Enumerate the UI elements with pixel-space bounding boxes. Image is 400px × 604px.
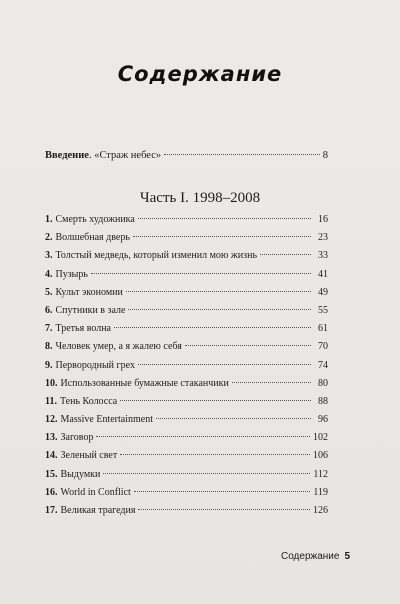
chapter-page: 74 — [318, 359, 328, 371]
toc-entry — [45, 432, 328, 450]
chapter-title: Смерть художника — [55, 214, 135, 225]
toc-entry — [45, 287, 328, 305]
chapter-number: 13. — [45, 432, 58, 444]
toc-entry — [45, 360, 328, 378]
chapter-title: Спутники в зале — [55, 304, 126, 316]
chapter-number: 10. — [45, 377, 58, 389]
intro-label: Введение — [45, 150, 89, 161]
chapter-page: 88 — [318, 395, 328, 407]
chapter-title: Толстый медведь, который изменил мою жизнь — [55, 250, 258, 262]
chapter-number: 14. — [45, 450, 58, 462]
chapter-number: 6. — [45, 304, 53, 316]
dot-leader — [138, 218, 311, 219]
chapter-title: Пузырь — [55, 268, 88, 280]
dot-leader — [120, 400, 311, 401]
footer-label: Содержание — [280, 551, 340, 562]
dot-leader — [126, 291, 311, 292]
toc-entry — [45, 305, 328, 323]
page-number: 5 — [344, 551, 350, 562]
chapter-title: Зеленый свет — [60, 450, 118, 462]
chapter-title: World in Conflict — [60, 486, 131, 498]
chapter-title: Волшебная дверь — [55, 232, 130, 244]
chapter-title: Человек умер, а я жалею себя — [55, 341, 182, 353]
toc-entry — [45, 269, 328, 287]
toc-entry — [45, 414, 328, 432]
intro-entry — [45, 150, 328, 161]
chapter-title: Massive Entertainment — [60, 414, 153, 426]
chapter-number: 8. — [45, 341, 53, 353]
chapter-number: 3. — [45, 250, 53, 262]
dot-leader — [138, 509, 310, 510]
dot-leader — [138, 364, 311, 365]
dot-leader — [114, 327, 311, 328]
dot-leader — [260, 254, 311, 255]
chapter-number: 15. — [45, 468, 58, 480]
chapter-page: 119 — [313, 486, 328, 498]
chapter-number: 17. — [45, 505, 58, 516]
chapter-title: Тень Колосса — [59, 395, 118, 407]
dot-leader — [164, 154, 320, 155]
page-title: Содержание — [117, 62, 283, 86]
chapter-page: 102 — [313, 432, 328, 444]
chapter-list — [45, 214, 328, 523]
chapter-title: Культ экономии — [55, 286, 123, 298]
chapter-title: Третья волна — [55, 323, 111, 335]
toc-entry — [45, 323, 328, 341]
dot-leader — [232, 382, 311, 383]
chapter-title: Первородный грех — [55, 359, 135, 371]
chapter-title: Выдумки — [60, 468, 101, 480]
chapter-page: 61 — [318, 323, 328, 335]
dot-leader — [185, 345, 311, 346]
part-heading: Часть I. 1998–2008 — [139, 190, 261, 206]
dot-leader — [134, 491, 311, 492]
chapter-title: Великая трагедия — [60, 505, 136, 516]
chapter-number: 12. — [45, 414, 58, 426]
chapter-number: 4. — [45, 268, 53, 280]
intro-page: 8 — [322, 150, 328, 161]
chapter-number: 7. — [45, 323, 53, 335]
toc-entry — [45, 396, 328, 414]
chapter-number: 9. — [45, 359, 53, 371]
intro-title: . «Страж небес» — [88, 150, 162, 161]
chapter-number: 5. — [45, 286, 53, 298]
chapter-page: 23 — [318, 232, 328, 244]
chapter-page: 55 — [318, 304, 328, 316]
chapter-page: 70 — [318, 341, 328, 353]
toc-entry — [45, 505, 328, 523]
dot-leader — [103, 473, 310, 474]
chapter-number: 2. — [45, 232, 53, 244]
toc-entry — [45, 487, 328, 505]
dot-leader — [120, 454, 310, 455]
chapter-number: 11. — [45, 395, 57, 407]
chapter-number: 16. — [45, 486, 58, 498]
chapter-page: 80 — [318, 377, 328, 389]
toc-entry — [45, 469, 328, 487]
dot-leader — [128, 309, 311, 310]
running-footer — [281, 551, 350, 562]
toc-entry — [45, 341, 328, 359]
chapter-title: Заговор — [60, 432, 94, 444]
chapter-page: 126 — [313, 505, 328, 516]
toc-entry — [45, 232, 328, 250]
chapter-page: 112 — [313, 468, 328, 480]
toc-entry — [45, 378, 328, 396]
dot-leader — [91, 273, 311, 274]
chapter-page: 49 — [318, 286, 328, 298]
dot-leader — [133, 236, 311, 237]
dot-leader — [156, 418, 311, 419]
chapter-page: 41 — [318, 268, 328, 280]
chapter-page: 96 — [318, 414, 328, 426]
chapter-page: 33 — [318, 250, 328, 262]
toc-entry — [45, 214, 328, 232]
chapter-page: 16 — [318, 214, 328, 225]
dot-leader — [96, 436, 310, 437]
chapter-page: 106 — [313, 450, 328, 462]
chapter-number: 1. — [45, 214, 53, 225]
toc-entry — [45, 450, 328, 468]
toc-entry — [45, 250, 328, 268]
chapter-title: Использованные бумажные стаканчики — [60, 377, 229, 389]
